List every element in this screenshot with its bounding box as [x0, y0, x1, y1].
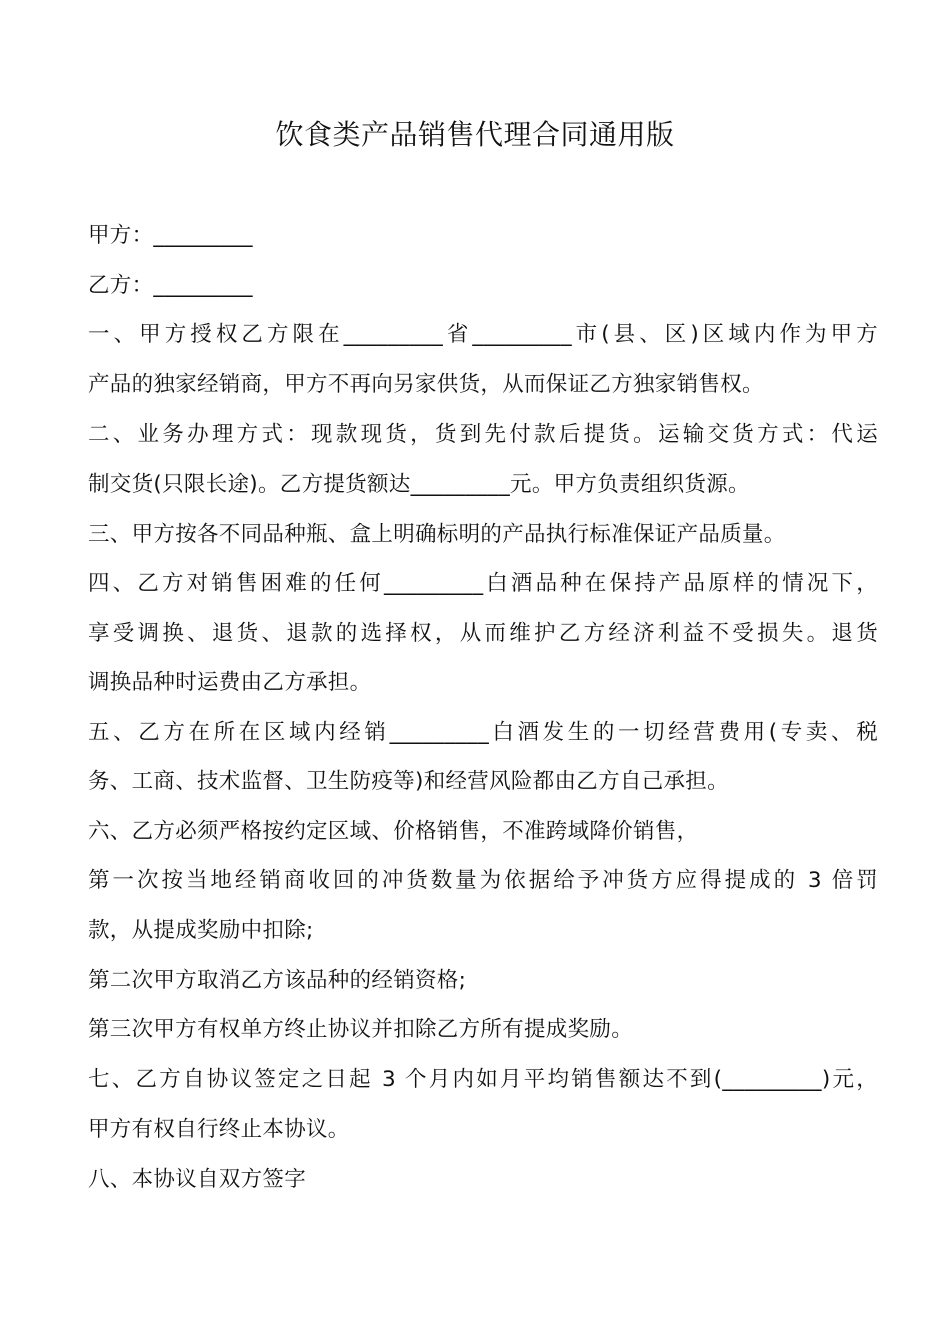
clause-6-line-1: 六、乙方必须严格按约定区域、价格销售，不准跨域降价销售， — [88, 819, 699, 844]
clause-5-line-1: 五、乙方在所在区域内经销_________白酒发生的一切经营费用(专卖、税 — [88, 720, 878, 745]
clause-1-line-2: 产品的独家经销商，甲方不再向另家供货，从而保证乙方独家销售权。 — [88, 372, 764, 397]
clause-8-line-1: 八、本协议自双方签字 — [88, 1167, 307, 1192]
clause-6-line-5: 第三次甲方有权单方终止协议并扣除乙方所有提成奖励。 — [88, 1017, 634, 1042]
clause-6-line-2: 第一次按当地经销商收回的冲货数量为依据给予冲货方应得提成的 3 倍罚 — [88, 868, 878, 893]
clause-6-line-4: 第二次甲方取消乙方该品种的经销资格; — [88, 968, 467, 993]
party-a-line: 甲方：_________ — [88, 223, 253, 248]
party-b-line: 乙方：_________ — [88, 273, 253, 298]
clause-6-line-3: 款，从提成奖励中扣除; — [88, 918, 314, 943]
clause-2-line-1: 二、业务办理方式：现款现货，货到先付款后提货。运输交货方式：代运 — [88, 422, 878, 447]
clause-5-line-2: 务、工商、技术监督、卫生防疫等)和经营风险都由乙方自己承担。 — [88, 769, 729, 794]
clause-4-line-2: 享受调换、退货、退款的选择权，从而维护乙方经济利益不受损失。退货 — [88, 621, 878, 646]
clause-7-line-2: 甲方有权自行终止本协议。 — [88, 1117, 350, 1142]
clause-4-line-3: 调换品种时运费由乙方承担。 — [88, 670, 372, 695]
clause-7-line-1: 七、乙方自协议签定之日起 3 个月内如月平均销售额达不到(_________)元， — [88, 1067, 878, 1092]
clause-4-line-1: 四、乙方对销售困难的任何_________白酒品种在保持产品原样的情况下， — [88, 571, 878, 596]
clause-2-line-2: 制交货(只限长途)。乙方提货额达_________元。甲方负责组织货源。 — [88, 472, 750, 497]
clause-1-line-1: 一、甲方授权乙方限在_________省_________市(县、区)区域内作为甲方 — [88, 322, 878, 347]
document-title: 饮食类产品销售代理合同通用版 — [275, 118, 675, 151]
clause-3-line-1: 三、甲方按各不同品种瓶、盒上明确标明的产品执行标准保证产品质量。 — [88, 522, 786, 547]
